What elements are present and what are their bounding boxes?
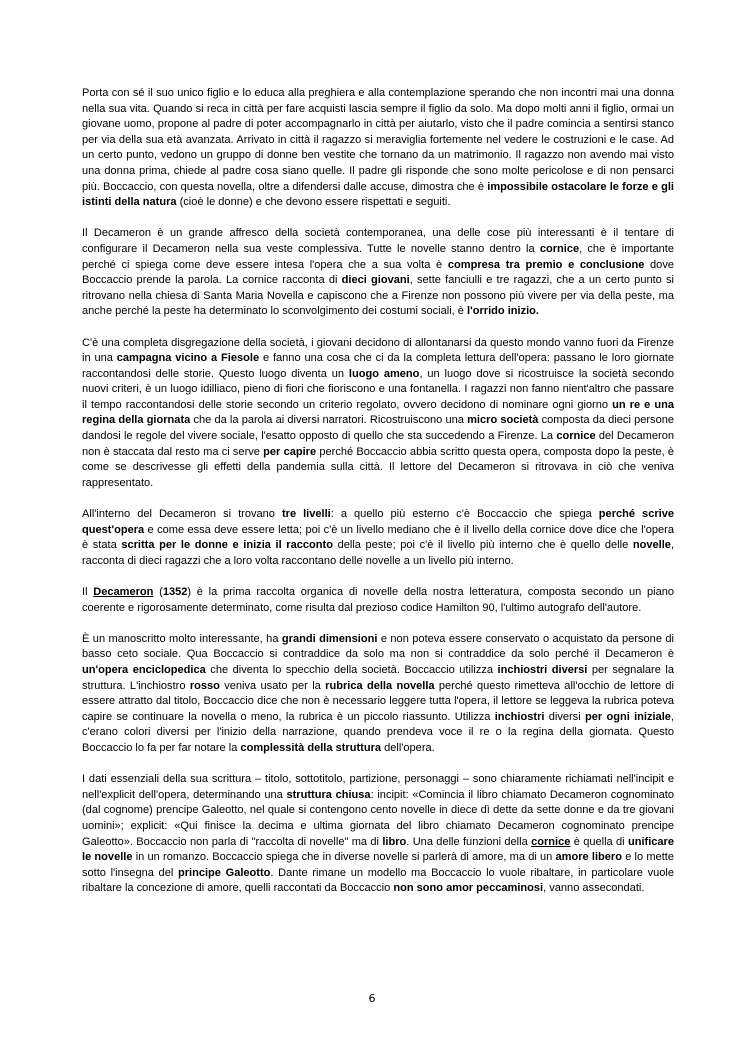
bold-text: principe Galeotto	[177, 866, 271, 879]
text-run: in un romanzo. Boccaccio spiega che in diverse novelle si parlerà di amore, ma di un	[132, 851, 556, 864]
bold-text: impossibile ostacolare le forze e gli istinti della natura	[82, 180, 674, 209]
text-run: Il	[82, 586, 94, 598]
text-run: Porta con sé il suo unico figlio e lo educa alla preghiera e alla contemplazione sperando che non incontri mai una donna nella sua vita. Quando si reca in città per fare acquisti lascia sempre il figlio da solo. Ma dopo molti anni il figlio, ormai un giovane uomo, propone al padre di poter accompagnarlo in città per aiutarlo, visto che il padre comincia a sentirsi stanco per via della sua età avanzata. Arrivato in città il ragazzo si meraviglia fortemente nel vedere le costruzioni e le case. Ad un certo punto, vedono un gruppo di donne ben vestite che tornano da un matrimonio. Il ragazzo non avendo mai visto una donna prima, chiede al padre cosa siano quelle. Il padre gli risponde che sono molte pericolose e di non pensarci più. Boccaccio, con questa novella, oltre a difendersi dalle accuse, dimostra che è	[82, 87, 674, 193]
paragraph	[82, 336, 674, 492]
text-run: composta da dieci persone dandosi le regole del vivere sociale, l'esatto opposto di quello che sta succedendo a Firenze. La	[82, 414, 674, 443]
text-run: , che è importante perché ci spiega come deve essere intesa l'opera che a sua volta è	[82, 242, 674, 271]
text-run: e fanno una cosa che ci da la completa lettura dell'opera: passano le loro giornate raccontandosi delle storie. Questo luogo diventa un	[82, 352, 674, 380]
bold-text: dieci giovani	[341, 274, 410, 287]
bold-text: un'opera enciclopedica	[82, 663, 206, 676]
text-run: (	[153, 586, 163, 598]
text-run: veniva usato per la	[219, 679, 326, 692]
bold-text: unificare le novelle	[82, 835, 674, 864]
text-run: , vanno assecondati.	[543, 882, 645, 895]
text-run: È un manoscritto molto interessante, ha	[82, 632, 282, 645]
paragraph	[82, 585, 674, 616]
text-run: . Una delle funzioni della	[406, 835, 532, 848]
text-run: e non poteva essere conservato o acquistato da persone di basso ceto sociale. Qua Boccaccio si contraddice da solo ma non si contraddice da solo perché il Decameron è	[82, 632, 674, 661]
bold-text: tre livelli	[281, 508, 331, 521]
text-run: I dati essenziali della sua scrittura – titolo, sottotitolo, partizione, personaggi – sono chiaramente richiamati nell'incipit e nell'explicit dell'opera, determinando una	[82, 773, 674, 801]
bold-text: novelle	[632, 539, 671, 552]
bold-text: cornice	[531, 835, 571, 848]
text-run: ) è la prima raccolta organica di novelle della nostra letteratura, composta secondo un piano coerente e rigorosamente determinato, come risulta dal prezioso codice Hamilton 90, l'ultimo autografo dell'autore.	[82, 586, 675, 614]
bold-text: l'orrido inizio.	[467, 305, 540, 318]
text-run: per segnalare la struttura. L'inchiostro	[82, 663, 674, 692]
bold-text: per ogni iniziale	[584, 710, 671, 723]
bold-text: rubrica della novella	[325, 679, 435, 692]
text-run: perché Boccaccio abbia scritto questa opera, composta dopo la peste, è come se descrivesse gli effetti della pandemia sulla città. Il lettore del Decameron si ritrovava in ciò che veniva rappresentato.	[82, 445, 675, 489]
text-run: : a quello più esterno c'è Boccaccio che spiega	[330, 508, 599, 521]
bold-text: Decameron	[93, 586, 154, 598]
text-run: del Decameron non è staccata dal resto ma ci serve	[82, 430, 674, 458]
text-run: che diventa lo specchio della società. Boccaccio utilizza	[205, 663, 498, 676]
bold-text: cornice	[556, 430, 596, 443]
bold-text: compresa tra premio e conclusione	[447, 258, 645, 271]
text-run: (cioè le donne) e che devono essere rispettati e seguiti.	[176, 196, 451, 209]
paragraph	[82, 632, 674, 757]
bold-text: non sono amor peccaminosi	[393, 882, 544, 895]
text-run: diversi	[544, 710, 585, 723]
text-run: dove Boccaccio prende la parola. La cornice racconta di	[82, 258, 674, 287]
bold-text: perché scrive quest'opera	[82, 508, 674, 536]
paragraph	[82, 772, 674, 897]
text-run: , racconta di dieci ragazzi che a loro volta raccontano delle novelle a un livello più interno.	[82, 539, 675, 567]
paragraph	[82, 86, 674, 211]
bold-text: cornice	[539, 242, 580, 255]
text-run: All'interno del Decameron si trovano	[82, 508, 282, 521]
bold-text: rosso	[189, 679, 220, 692]
bold-text: libro	[382, 835, 407, 848]
bold-text: micro società	[467, 414, 539, 427]
text-run: . Dante rimane un modello ma Boccaccio lo vuole ribaltare, in particolare vuole ribaltare la concezione di amore, quelli raccontati da Boccaccio	[82, 866, 674, 895]
text-run: : incipit: «Comincia il libro chiamato Decameron cognominato (dal cognome) prencipe Galeotto, nel quale si contengono cento novelle in diece dì dette da sette donne e da tre giovani uomini»; explicit: «Qui finisce la decima e ultima giornata del libro chiamato Decameron cognominato prencipe Galeotto». Boccaccio non parla di "raccolta di novelle" ma di	[82, 788, 674, 848]
text-run: e lo mette sotto l'insegna del	[82, 851, 674, 879]
text-run: C'è una completa disgregazione della società, i giovani decidono di allontanarsi da questo mondo vanno fuori da Firenze in una	[82, 336, 674, 365]
bold-text: campagna vicino a Fiesole	[116, 352, 260, 365]
text-run: della peste; poi c'è il livello più interno che è quello delle	[332, 539, 633, 552]
bold-text: un re e una regina della giornata	[82, 398, 674, 427]
text-run: che da la parola ai diversi narratori. Ricostruiscono una	[190, 414, 468, 427]
text-run: e come essa deve essere letta; poi c'è un livello mediano che è il livello della cornice dove dice che l'opera è stata	[82, 523, 674, 552]
paragraph	[82, 226, 674, 320]
text-run: , c'erano colori diversi per l'inizio della narrazione, quando prendeva voce il re o la regina della giornata. Questo Boccaccio lo fa per far notare la	[82, 710, 674, 754]
bold-text: luogo ameno	[348, 367, 420, 380]
body-text	[82, 86, 674, 912]
bold-text: complessità della struttura	[240, 741, 382, 754]
text-run: dell'opera.	[381, 741, 435, 754]
text-run: Il Decameron è un grande affresco della società contemporanea, una delle cose più interessanti è il tentare di configurare il Decameron nella sua veste complessiva. Tutte le novelle stanno dentro la	[82, 227, 674, 255]
text-run: , sette fanciulli e tre ragazzi, che a un certo punto si ritrovano nella chiesa di Santa Maria Novella e capiscono che a Firenze non possono più vivere per via della peste, ma anche perché la peste ha determinato lo sconvolgimento dei costumi sociali, è	[82, 274, 674, 318]
text-run: perché questo rimetteva all'occhio de lettore di essere attratto dal titolo, Boccaccio dice che non è necessario leggere tutta l'opera, il lettore se leggeva la rubrica poteva capire se continuare la novella o meno, la rubrica è un piccolo riassunto. Utilizza	[82, 679, 675, 723]
bold-text: amore libero	[555, 851, 622, 864]
paragraph	[82, 507, 674, 569]
text-run: è quella di	[570, 835, 628, 848]
text-run: , un luogo dove si ricostruisce la società secondo nuovi criteri, è un luogo idilliaco, pieno di fiori che fioriscono e una fontanella. I ragazzi non fanno nient'altro che passare il tempo raccontandosi delle storie secondo un criterio regolato, ovvero decidono di nominare ogni giorno	[82, 367, 674, 411]
bold-text: grandi dimensioni	[281, 632, 378, 645]
bold-text: scritta per le donne e inizia il racconto	[121, 539, 333, 552]
bold-text: 1352	[162, 586, 188, 598]
bold-text: per capire	[263, 445, 317, 458]
bold-text: inchiostri diversi	[497, 663, 588, 676]
bold-text: inchiostri	[494, 710, 545, 723]
bold-text: struttura chiusa	[286, 788, 371, 801]
page-number: 6	[368, 992, 376, 1005]
